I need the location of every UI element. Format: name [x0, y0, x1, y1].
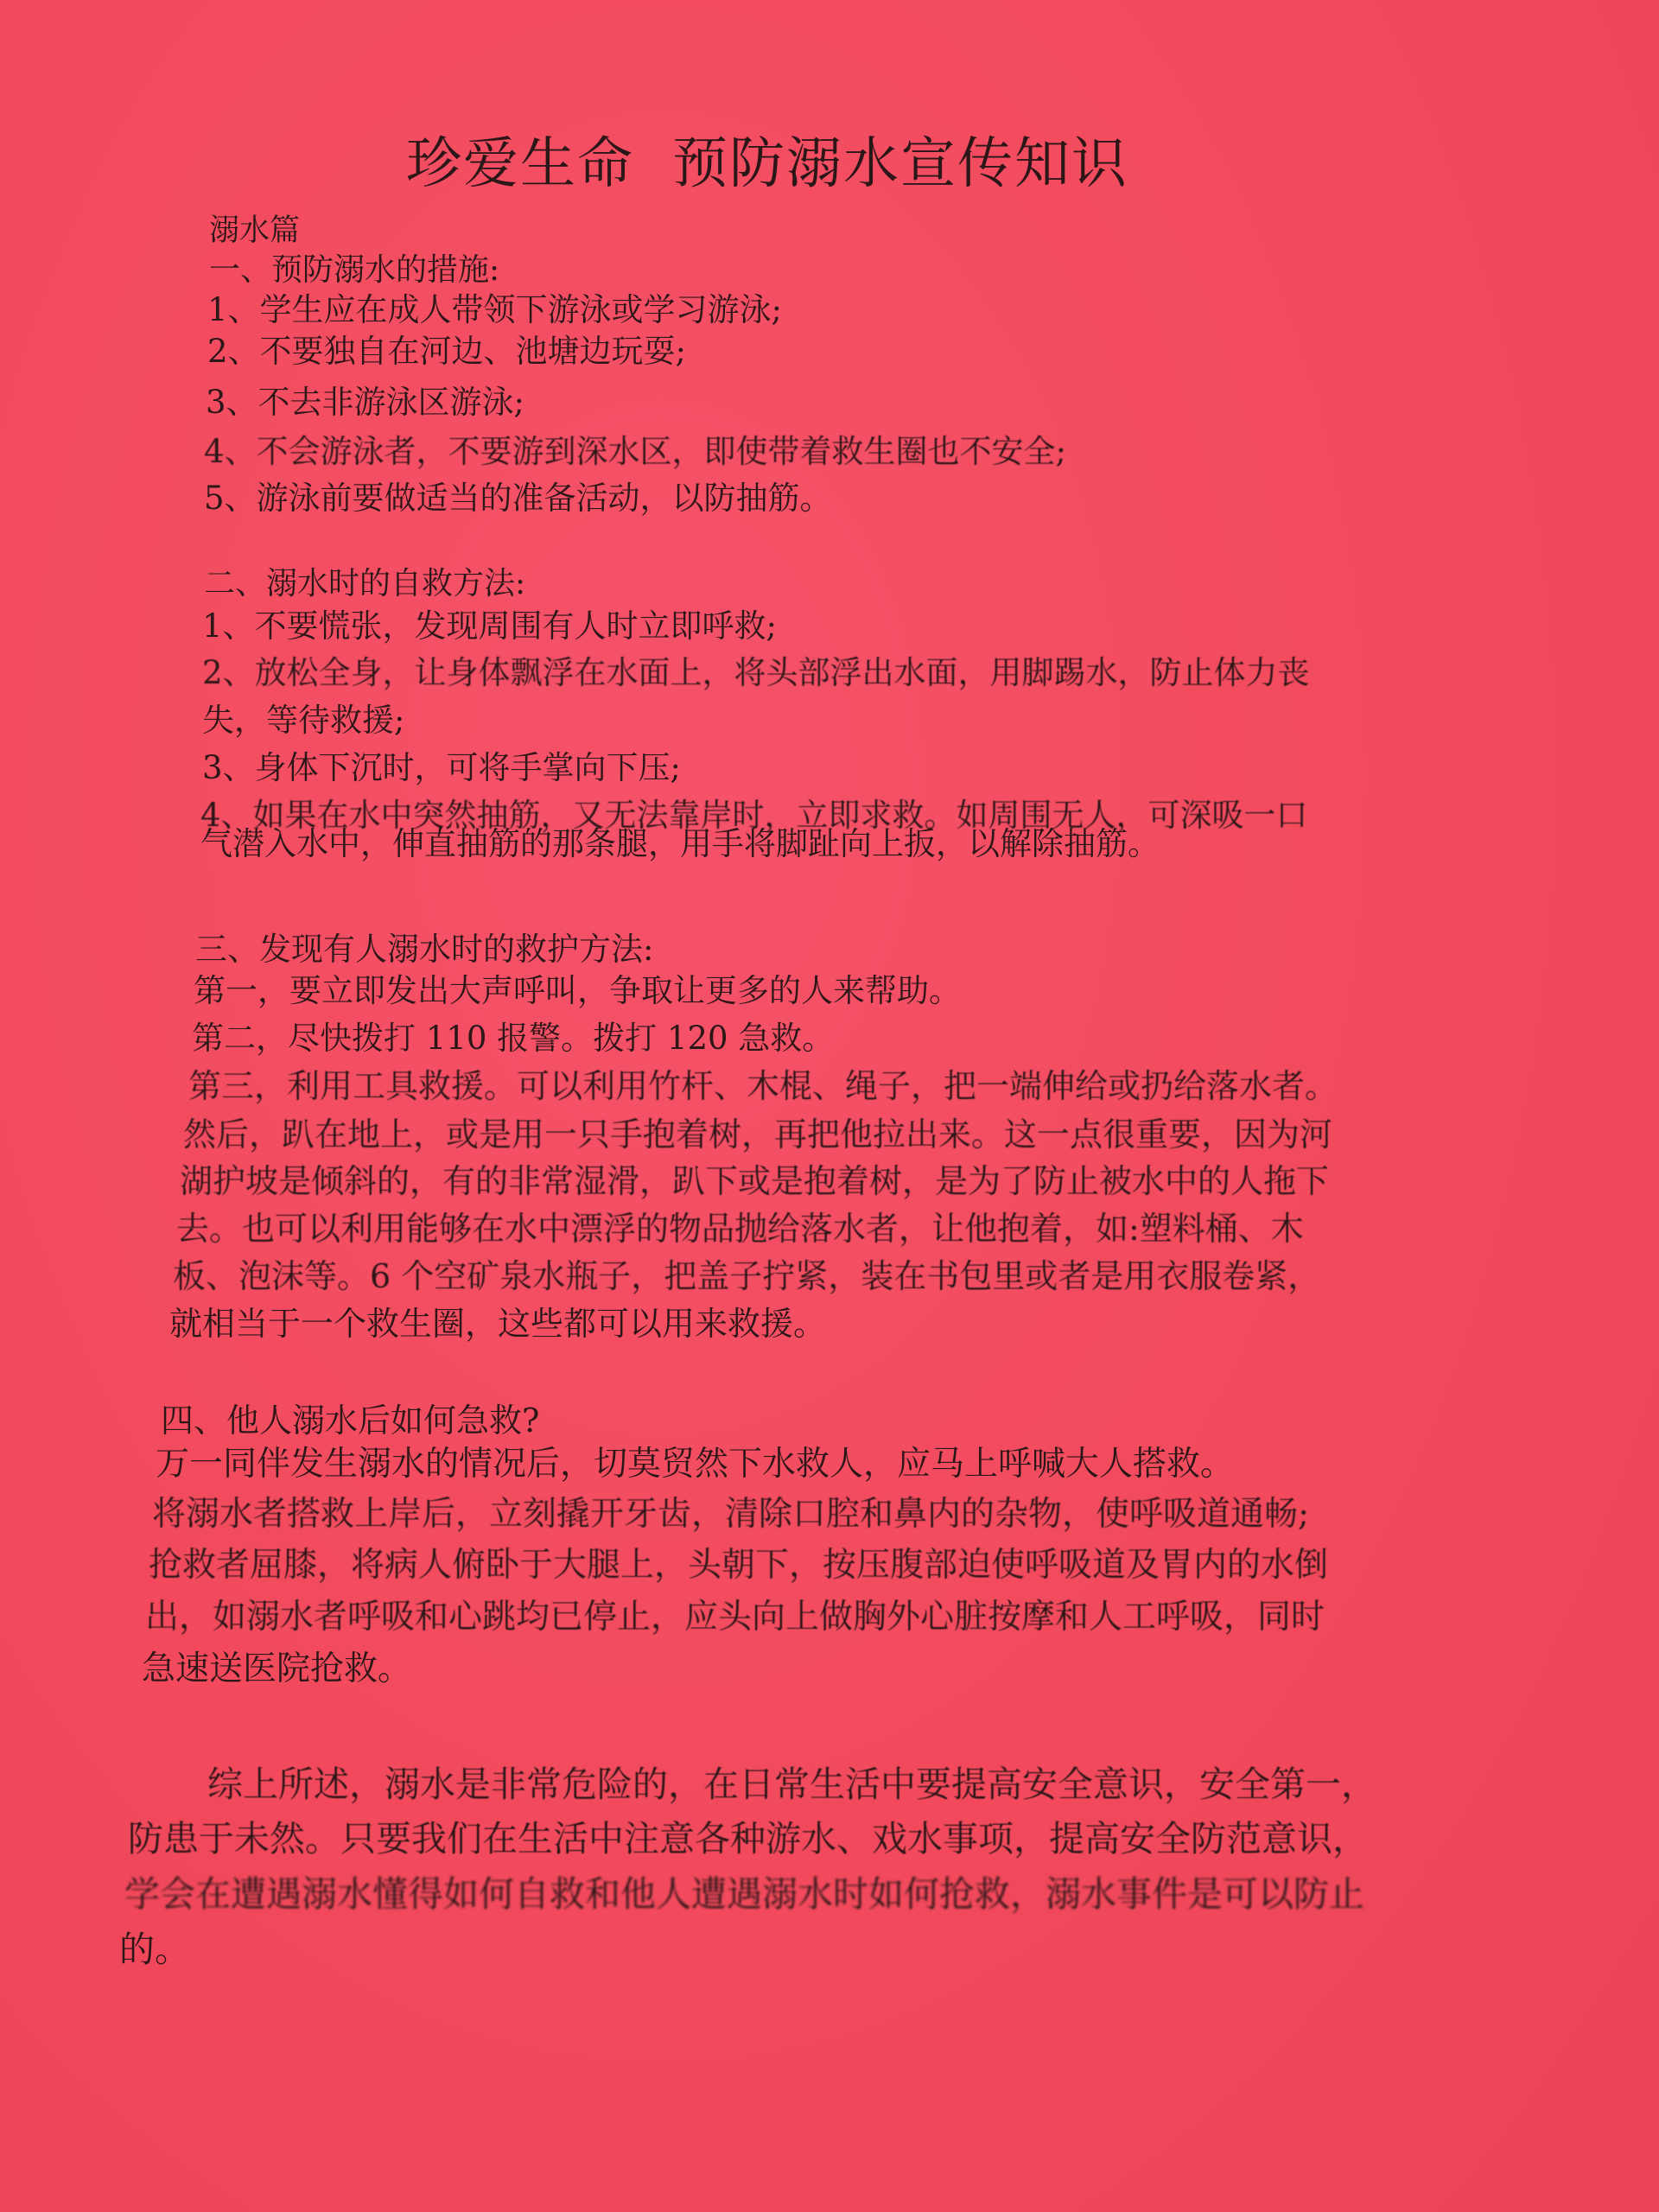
- s3-line: 去。也可以利用能够在水中漂浮的物品抛给落水者，让他抱着，如:塑料桶、木: [176, 1210, 1304, 1248]
- s2-line: 2、放松全身，让身体飘浮在水面上，将头部浮出水面，用脚踢水，防止体力丧: [202, 654, 1310, 691]
- s2-line: 失，等待救援;: [202, 702, 405, 739]
- title-part-2: 预防溺水宣传知识: [672, 132, 1128, 196]
- s3-line: 第一，要立即发出大声呼叫，争取让更多的人来帮助。: [194, 972, 961, 1009]
- document-title: [406, 119, 1128, 199]
- s1-item: 1、学生应在成人带领下游泳或学习游泳;: [207, 291, 783, 328]
- s4-line: 万一同伴发生溺水的情况后，切莫贸然下水救人，应马上呼喊大人搭救。: [156, 1445, 1235, 1484]
- conclusion-line: 防患于未然。只要我们在生活中注意各种游水、戏水事项，提高安全防范意识，: [128, 1818, 1368, 1859]
- s3-line: 就相当于一个救生圈，这些都可以用来救援。: [169, 1305, 827, 1343]
- s3-line: 板、泡沫等。6 个空矿泉水瓶子，把盖子拧紧，装在书包里或者是用衣服卷紧，: [173, 1257, 1321, 1295]
- conclusion-line: 综上所述，溺水是非常危险的，在日常生活中要提高安全意识，安全第一，: [207, 1764, 1376, 1805]
- s2-heading: 二、溺水时的自救方法:: [204, 566, 526, 601]
- s4-line: 抢救者屈膝，将病人俯卧于大腿上，头朝下，按压腹部迫使呼吸道及胃内的水倒: [149, 1546, 1329, 1585]
- s2-line: 3、身体下沉时，可将手掌向下压;: [202, 749, 682, 786]
- title-part-1: 珍爱生命: [406, 132, 634, 196]
- s1-item: 2、不要独自在河边、池塘边玩耍;: [207, 333, 687, 370]
- s3-line: 然后，趴在地上，或是用一只手抱着树，再把他拉出来。这一点很重要，因为河: [183, 1116, 1333, 1154]
- s4-line: 将溺水者搭救上岸后，立刻撬开牙齿，清除口腔和鼻内的杂物，使呼吸道通畅;: [152, 1495, 1310, 1534]
- s1-item: 4、不会游泳者，不要游到深水区，即使带着救生圈也不安全;: [204, 433, 1067, 470]
- s3-line: 第二，尽快拨打 110 报警。拨打 120 急救。: [192, 1020, 835, 1057]
- s4-heading: 四、他人溺水后如何急救?: [161, 1402, 540, 1440]
- s1-item: 5、游泳前要做适当的准备活动，以防抽筋。: [204, 480, 832, 517]
- s3-heading: 三、发现有人溺水时的救护方法:: [195, 931, 654, 968]
- s4-line: 急速送医院抢救。: [142, 1649, 412, 1688]
- s2-line: 4、如果在水中突然抽筋，又无法靠岸时，立即求救。如周围无人，可深吸一口: [200, 797, 1308, 834]
- s1-heading: 一、预防溺水的措施:: [209, 252, 500, 288]
- conclusion-line: 学会在遭遇溺水懂得如何自救和他人遭遇溺水时如何抢救，溺水事件是可以防止: [124, 1873, 1364, 1915]
- s4-line: 出，如溺水者呼吸和心跳均已停止，应头向上做胸外心脏按摩和人工呼吸，同时: [145, 1598, 1325, 1637]
- section-heading: 溺水篇: [209, 213, 301, 248]
- s2-line: 1、不要慌张，发现周围有人时立即呼救;: [202, 607, 778, 645]
- s3-line: 湖护坡是倾斜的，有的非常湿滑，趴下或是抱着树，是为了防止被水中的人拖下: [180, 1162, 1330, 1200]
- s3-line: 第三，利用工具救援。可以利用竹杆、木棍、绳子，把一端伸给或扔给落水者。: [188, 1067, 1338, 1105]
- s1-item: 3、不去非游泳区游泳;: [206, 384, 525, 421]
- conclusion-line: 的。: [119, 1929, 190, 1970]
- s2-line: 气潜入水中，伸直抽筋的那条腿，用手将脚趾向上扳，以解除抽筋。: [200, 825, 1160, 862]
